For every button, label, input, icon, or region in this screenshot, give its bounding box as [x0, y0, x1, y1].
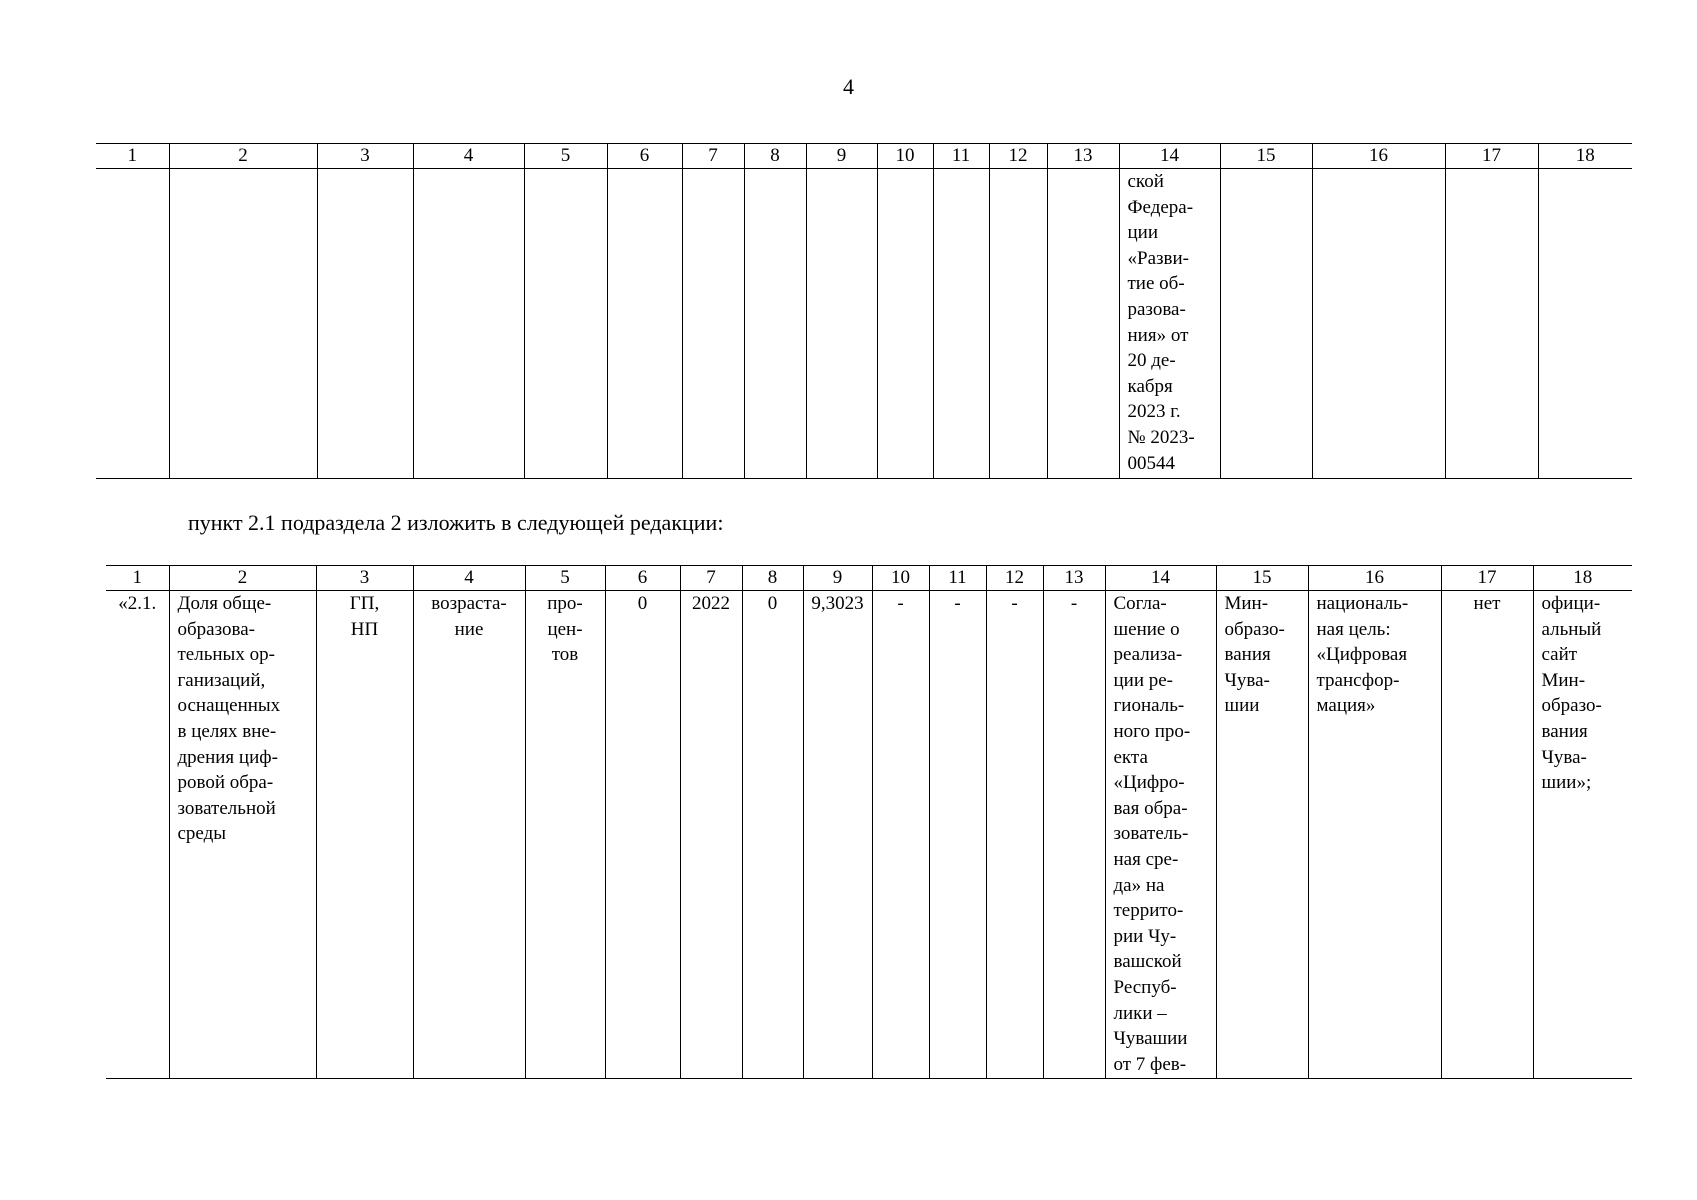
column-number: 4 [413, 144, 524, 169]
column-number: 15 [1216, 566, 1308, 591]
cell-line: возраста- [431, 593, 507, 614]
column-number: 17 [1441, 566, 1533, 591]
cell-line: в целях вне- [177, 720, 277, 742]
cell-line: образова- [177, 618, 255, 640]
column-number: 18 [1533, 566, 1632, 591]
cell-line: тельных ор- [177, 644, 275, 666]
base-year-cell: 2022 [680, 591, 742, 1079]
cell-line: реализа- [1113, 644, 1183, 666]
cell-line: 20 де- [1127, 350, 1176, 372]
item-number-cell: «2.1. [106, 591, 169, 1079]
column-number-row [96, 144, 1632, 169]
column-number: 7 [680, 566, 742, 591]
cell-line: образо- [1541, 695, 1602, 717]
column-number: 2 [169, 566, 316, 591]
cell-line: Чува- [1224, 669, 1270, 691]
cell-line: ции [1127, 222, 1159, 244]
agreement-cell [1105, 591, 1216, 1079]
cell-line: ная сре- [1113, 848, 1179, 870]
column-number: 4 [413, 566, 525, 591]
cell-line: ганизаций, [177, 669, 266, 691]
table-row [106, 591, 1632, 1079]
cell-line: ции ре- [1113, 669, 1174, 691]
column-number: 1 [96, 144, 169, 169]
cell-line: вая обра- [1113, 797, 1188, 819]
cell-line: Федера- [1127, 196, 1194, 218]
cell-line: вания [1541, 720, 1588, 742]
cell-line: дрения циф- [177, 746, 278, 768]
value-cell: - [929, 591, 986, 1079]
cell-line: рии Чу- [1113, 925, 1177, 947]
cell-line: кабря [1127, 375, 1173, 397]
column-number: 15 [1220, 144, 1312, 169]
cell-line: Чувашии [1113, 1028, 1188, 1050]
column-number: 7 [682, 144, 744, 169]
cell-line: № 2023- [1127, 426, 1195, 448]
cell-line: да» на [1113, 874, 1165, 896]
cell-line: ровой обра- [177, 772, 274, 794]
cell-line: офици- [1541, 593, 1601, 614]
cell-line: от 7 фев- [1113, 1053, 1187, 1075]
cell-line: «Разви- [1127, 247, 1189, 269]
cell-line: ние [454, 618, 484, 640]
column-number: 12 [986, 566, 1043, 591]
cell-line: екта [1113, 746, 1148, 768]
column-number: 9 [803, 566, 872, 591]
cell-line: ная цель: [1316, 618, 1391, 640]
cell-line: ния» от [1127, 324, 1189, 346]
cell-line: шии [1224, 695, 1260, 717]
page-number: 4 [843, 74, 854, 99]
column-number: 11 [933, 144, 989, 169]
column-number: 17 [1445, 144, 1538, 169]
cell-line: ного про- [1113, 720, 1191, 742]
value-cell: - [986, 591, 1043, 1079]
column-number: 6 [607, 144, 682, 169]
cell-line: националь- [1316, 593, 1409, 614]
cell-line: оснащенных [177, 695, 281, 717]
cell-line: Мин- [1541, 669, 1586, 691]
column-number: 12 [989, 144, 1047, 169]
instruction-text: пункт 2.1 подраздела 2 изложить в следующей редакции: [188, 510, 724, 535]
column-number: 3 [317, 144, 413, 169]
column-number: 1 [106, 566, 169, 591]
column-number: 3 [316, 566, 413, 591]
source-cell [1533, 591, 1632, 1079]
cell-line: сайт [1541, 644, 1578, 666]
cell-line: ской [1127, 171, 1164, 192]
cell-line: шение о [1113, 618, 1180, 640]
cell-line: Доля обще- [177, 593, 272, 614]
cell-line: альный [1541, 618, 1602, 640]
cell-line: шии»; [1541, 772, 1592, 794]
column-number: 13 [1043, 566, 1105, 591]
column-number: 2 [169, 144, 317, 169]
column-number: 5 [525, 566, 605, 591]
cell-line: мация» [1316, 695, 1376, 717]
cell-line: тие об- [1127, 273, 1185, 295]
column-number: 10 [872, 566, 929, 591]
cell-line: ГП, [349, 593, 380, 614]
column-number: 16 [1308, 566, 1441, 591]
column-number: 13 [1047, 144, 1119, 169]
cell-line: 2023 г. [1127, 401, 1181, 423]
agreement-cell [1119, 169, 1220, 479]
cell-line: среды [177, 823, 227, 845]
cell-line: трансфор- [1316, 669, 1400, 691]
column-number: 14 [1119, 144, 1220, 169]
value-cell: - [1043, 591, 1105, 1079]
cell-line: «Цифровая [1316, 644, 1408, 666]
dynamics-cell [413, 591, 525, 1079]
column-number: 8 [742, 566, 803, 591]
cell-line: гиональ- [1113, 695, 1185, 717]
column-number-row [106, 566, 1632, 591]
column-number: 14 [1105, 566, 1216, 591]
column-number: 5 [524, 144, 607, 169]
cell-line: разова- [1127, 298, 1186, 320]
column-number: 8 [744, 144, 806, 169]
cell-line: НП [350, 618, 379, 640]
column-number: 9 [806, 144, 877, 169]
information-system-cell: нет [1441, 591, 1533, 1079]
table-row [96, 169, 1632, 479]
column-number: 6 [605, 566, 680, 591]
responsible-cell [1216, 591, 1308, 1079]
base-value-cell: 0 [605, 591, 680, 1079]
cell-line: вашской [1113, 951, 1182, 973]
value-cell: 0 [742, 591, 803, 1079]
column-number: 11 [929, 566, 986, 591]
cell-line: террито- [1113, 900, 1184, 922]
program-type-cell [316, 591, 413, 1079]
unit-cell [525, 591, 605, 1079]
indicator-table-continuation [96, 143, 1632, 479]
cell-line: зователь- [1113, 823, 1189, 845]
column-number: 16 [1312, 144, 1445, 169]
cell-line: «Цифро- [1113, 772, 1185, 794]
cell-line: цен- [547, 618, 583, 640]
cell-line: про- [547, 593, 583, 614]
cell-line: 00544 [1127, 452, 1175, 474]
value-cell: - [872, 591, 929, 1079]
cell-line: вания [1224, 644, 1271, 666]
national-goal-cell [1308, 591, 1441, 1079]
cell-line: лики – [1113, 1002, 1167, 1024]
value-cell: 9,3023 [803, 591, 872, 1079]
cell-line: Чува- [1541, 746, 1587, 768]
cell-line: тов [551, 644, 579, 666]
cell-line: Респуб- [1113, 976, 1177, 998]
indicator-name-cell [169, 591, 316, 1079]
cell-line: образо- [1224, 618, 1285, 640]
cell-line: Мин- [1224, 593, 1269, 614]
column-number: 10 [877, 144, 933, 169]
column-number: 18 [1538, 144, 1632, 169]
indicator-table-new [106, 565, 1632, 1079]
cell-line: Согла- [1113, 593, 1167, 614]
cell-line: зовательной [177, 797, 276, 819]
